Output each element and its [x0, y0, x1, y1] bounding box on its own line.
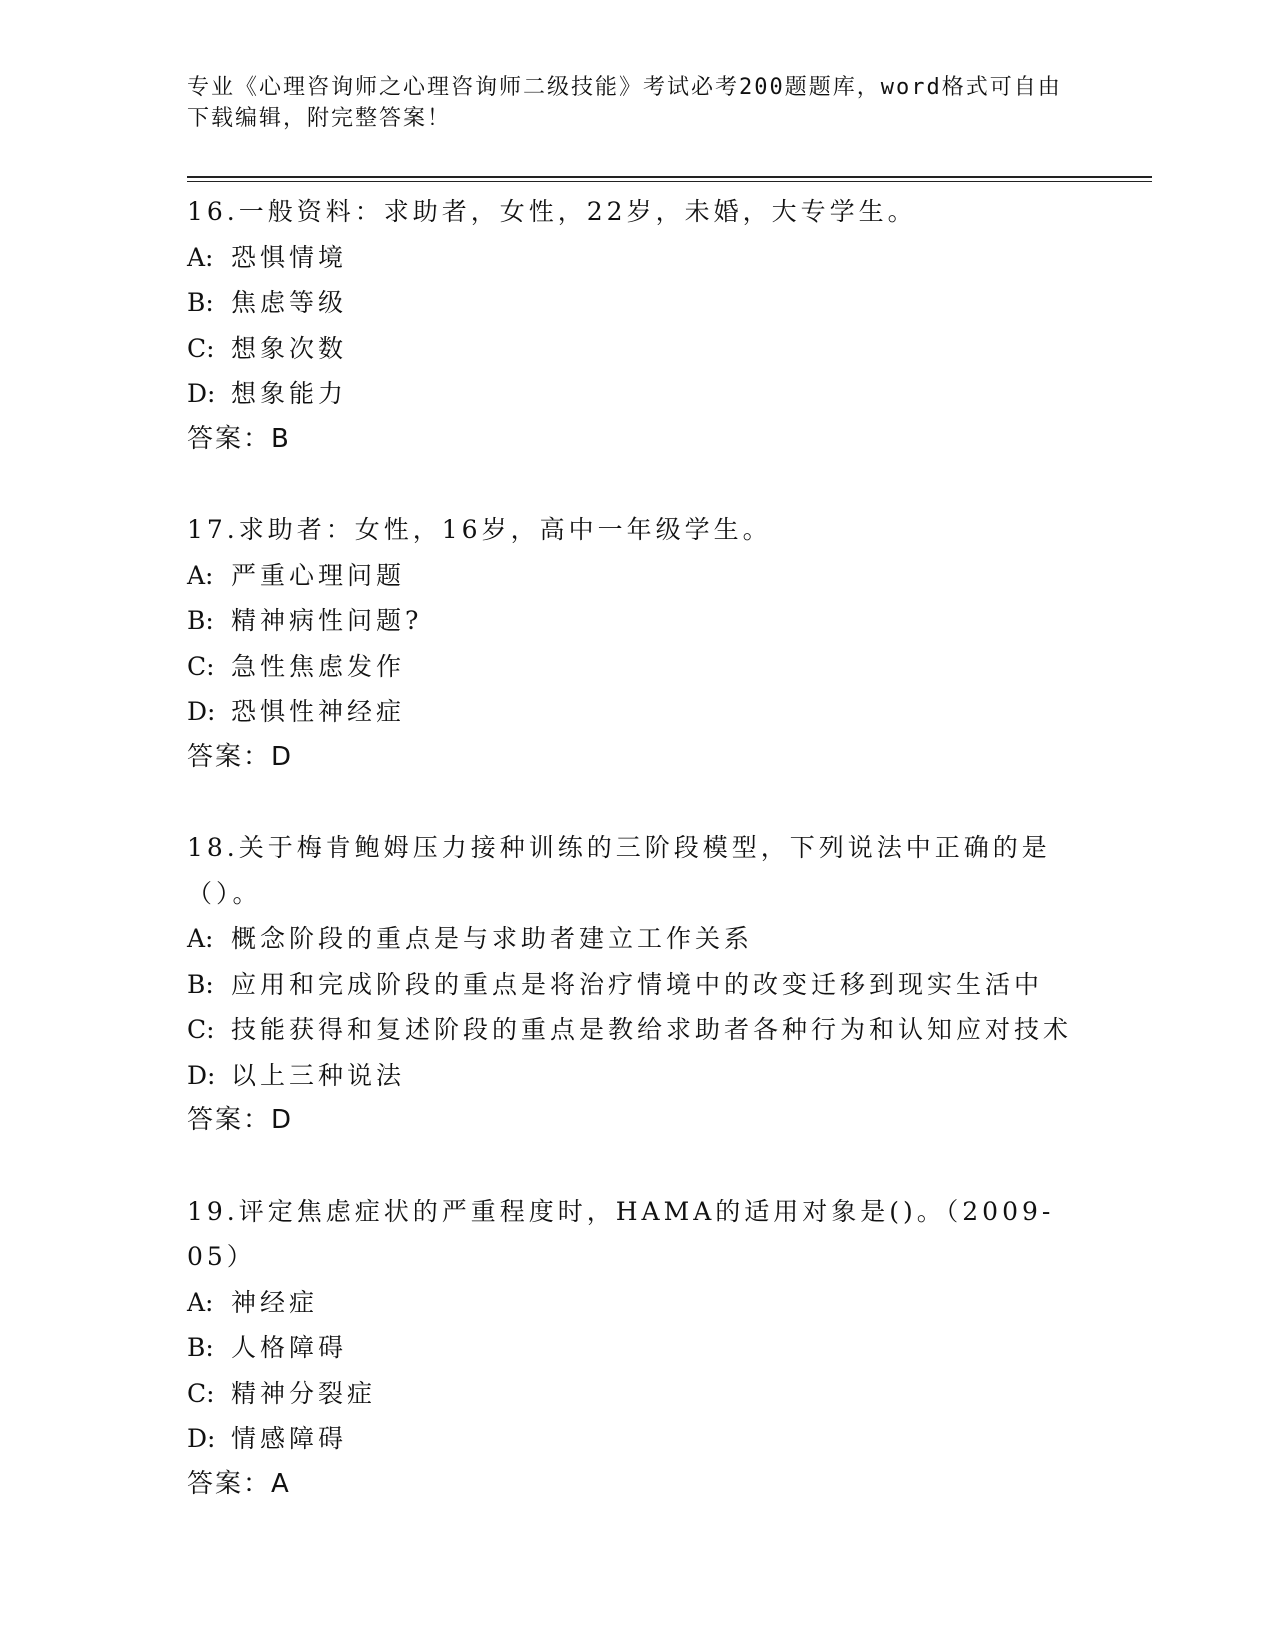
option-letter: B:: [187, 969, 214, 999]
answer-line: 答案：D: [187, 1105, 294, 1135]
option-letter: B:: [187, 606, 214, 635]
option-a: [187, 553, 1087, 599]
answer-line: 答案：A: [187, 1468, 291, 1499]
question-list: [187, 189, 1087, 1552]
option-letter: A:: [187, 560, 214, 590]
option-letter: C:: [187, 333, 215, 363]
option-text: 人格障碍: [231, 1333, 348, 1362]
answer-line: 答案：D: [187, 741, 294, 772]
option-text: 应用和完成阶段的重点是将治疗情境中的改变迁移到现实生活中: [231, 969, 1044, 999]
option-b: [187, 962, 1087, 1008]
option-a: [187, 1280, 1087, 1326]
question-19: [187, 1189, 1087, 1508]
option-d: [187, 1053, 1087, 1099]
option-b: [187, 280, 1087, 326]
option-text: 以上三种说法: [231, 1060, 406, 1090]
question-16: [187, 189, 1087, 462]
option-text: 精神分裂症: [231, 1378, 377, 1408]
question-18: [187, 825, 1087, 1144]
header-divider-thick: [187, 176, 1152, 178]
question-17: [187, 507, 1087, 780]
option-text: 恐惧情境: [231, 242, 348, 272]
option-text: 严重心理问题: [231, 560, 406, 590]
answer-line: 答案：B: [187, 423, 291, 454]
option-text: 概念阶段的重点是与求助者建立工作关系: [231, 924, 754, 953]
option-letter: A:: [187, 1287, 214, 1317]
option-text: 神经症: [231, 1287, 319, 1317]
option-text: 技能获得和复述阶段的重点是教给求助者各种行为和认知应对技术: [231, 1015, 1073, 1044]
option-letter: D:: [187, 379, 216, 408]
option-text: 想象次数: [231, 333, 348, 363]
question-stem: 19.评定焦虑症状的严重程度时，HAMA的适用对象是()。（2009-05）: [187, 1196, 1055, 1271]
option-letter: C:: [187, 1015, 215, 1044]
option-b: [187, 1325, 1087, 1371]
option-text: 焦虑等级: [231, 288, 348, 317]
option-letter: D:: [187, 1060, 216, 1090]
option-b: [187, 598, 1087, 644]
option-c: [187, 1007, 1087, 1053]
question-stem: 18.关于梅肯鲍姆压力接种训练的三阶段模型，下列说法中正确的是（）。: [187, 833, 1051, 908]
page-header: 专业《心理咨询师之心理咨询师二级技能》考试必考200题题库，word格式可自由下载编辑，附完整答案！: [187, 75, 1062, 131]
option-letter: A:: [187, 924, 214, 953]
option-d: [187, 689, 1087, 735]
option-letter: A:: [187, 242, 214, 272]
option-d: [187, 371, 1087, 417]
option-text: 想象能力: [231, 379, 348, 408]
option-c: [187, 644, 1087, 690]
option-letter: D:: [187, 697, 216, 726]
question-stem: 16.一般资料：求助者，女性，22岁，未婚，大专学生。: [187, 197, 917, 226]
option-text: 恐惧性神经症: [231, 697, 406, 726]
option-letter: B:: [187, 1333, 214, 1362]
option-c: [187, 326, 1087, 372]
option-d: [187, 1416, 1087, 1462]
option-letter: D:: [187, 1424, 216, 1453]
option-text: 急性焦虑发作: [231, 651, 406, 681]
option-text: 精神病性问题?: [231, 606, 423, 635]
option-letter: C:: [187, 651, 215, 681]
option-letter: C:: [187, 1378, 215, 1408]
option-letter: B:: [187, 288, 214, 317]
option-text: 情感障碍: [231, 1424, 348, 1453]
question-stem: 17.求助者：女性，16岁，高中一年级学生。: [187, 515, 772, 544]
option-a: [187, 235, 1087, 281]
header-divider-thin: [187, 181, 1152, 182]
option-c: [187, 1371, 1087, 1417]
option-a: [187, 916, 1087, 962]
